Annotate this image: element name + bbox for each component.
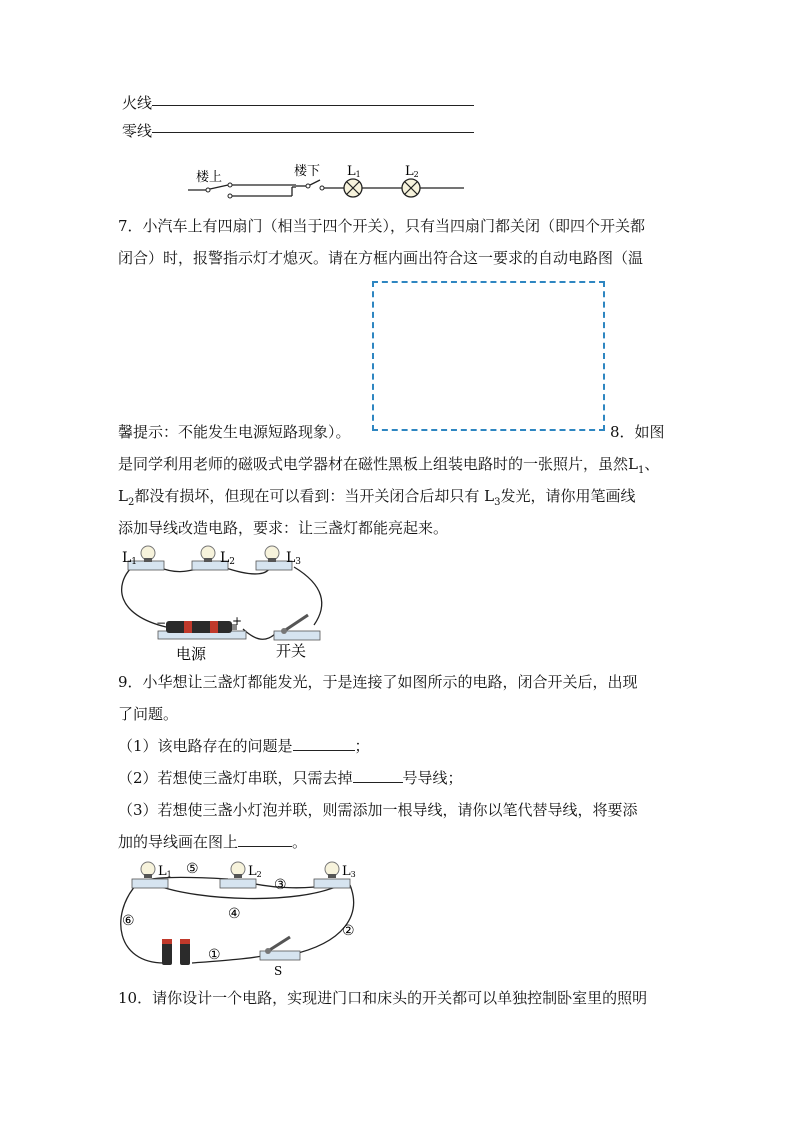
q9-wire-3-label: ③ [274, 877, 287, 893]
q7-line-1: 7．小汽车上有四扇门（相当于四个开关），只有当四扇门都关闭（即四个开关都 [118, 217, 646, 235]
q9-wire-1-label: ① [208, 947, 221, 963]
downstairs-label: 楼下 [294, 164, 321, 179]
q8-plus-label: + [232, 614, 243, 628]
q9-wire-4-label: ④ [228, 906, 241, 922]
q8-line-2: $L_2$都没有损坏，但现在可以看到：当开关闭合后却只有 $L_3$发光，请你用笔画线 [118, 487, 636, 508]
q9-circuit-figure [118, 855, 368, 977]
q8-switch-label: 开关 [276, 642, 307, 660]
q9-l1-label: L1 [158, 864, 172, 879]
q8-l2-label: L2 [220, 550, 236, 567]
q8-line-3: 添加导线改造电路，要求：让三盏灯都能亮起来。 [118, 519, 449, 537]
q9-part-1: （1）该电路存在的问题是 ； [118, 737, 370, 755]
q9-wire-2-label: ② [342, 923, 355, 939]
upstairs-label: 楼上 [196, 170, 223, 185]
live-wire-label: 火线 [122, 94, 153, 112]
q9-part-2: （2）若想使三盏灯串联，只需去掉 号导线； [118, 769, 463, 787]
q9-blank-3[interactable] [238, 832, 292, 847]
q8-power-label: 电源 [176, 645, 207, 663]
q9-part-3-line-1: （3）若想使三盏小灯泡并联，则需添加一根导线，请你以笔代替导线，将要添 [118, 801, 638, 819]
q9-part-3-line-2: 加的导线画在图上 。 [118, 833, 308, 851]
q7-line-3: 馨提示：不能发生电源短路现象）。 [118, 423, 351, 441]
q8-line-1: 是同学利用老师的磁吸式电学器材在磁性黑板上组装电路时的一张照片，虽然$L_1$、 [118, 455, 660, 476]
q9-l3-label: L3 [342, 864, 356, 879]
q9-line-2: 了问题。 [118, 705, 179, 723]
q9-wire-6-label: ⑥ [122, 913, 135, 929]
neutral-wire-label: 零线 [122, 122, 153, 140]
answer-drawing-box[interactable] [372, 281, 605, 431]
lamp-l1-label: L1 [347, 164, 361, 179]
q9-line-1: 9．小华想让三盏灯都能发光，于是连接了如图所示的电路，闭合开关后，出现 [118, 673, 638, 691]
q8-l3-label: L3 [286, 550, 302, 567]
q9-blank-1[interactable] [293, 736, 355, 751]
q9-wire-5-label: ⑤ [186, 861, 199, 877]
lamp-l2-label: L2 [405, 164, 419, 179]
q9-switch-label: S [274, 964, 283, 977]
q9-l2-label: L2 [248, 864, 262, 879]
q10-line-1: 10．请你设计一个电路，实现进门口和床头的开关都可以单独控制卧室里的照明 [118, 989, 648, 1007]
q8-l1-label: L1 [122, 550, 138, 567]
staircase-switch-diagram [180, 158, 480, 200]
q9-blank-2[interactable] [353, 768, 403, 783]
q8-circuit-photo [118, 545, 328, 663]
q7-line-2: 闭合）时，报警指示灯才熄灭。请在方框内画出符合这一要求的自动电路图（温 [118, 249, 644, 267]
q8-head: 8．如图 [610, 423, 665, 441]
neutral-wire-line [152, 132, 474, 133]
q8-minus-label: − [156, 616, 167, 630]
live-wire-line [152, 105, 474, 106]
